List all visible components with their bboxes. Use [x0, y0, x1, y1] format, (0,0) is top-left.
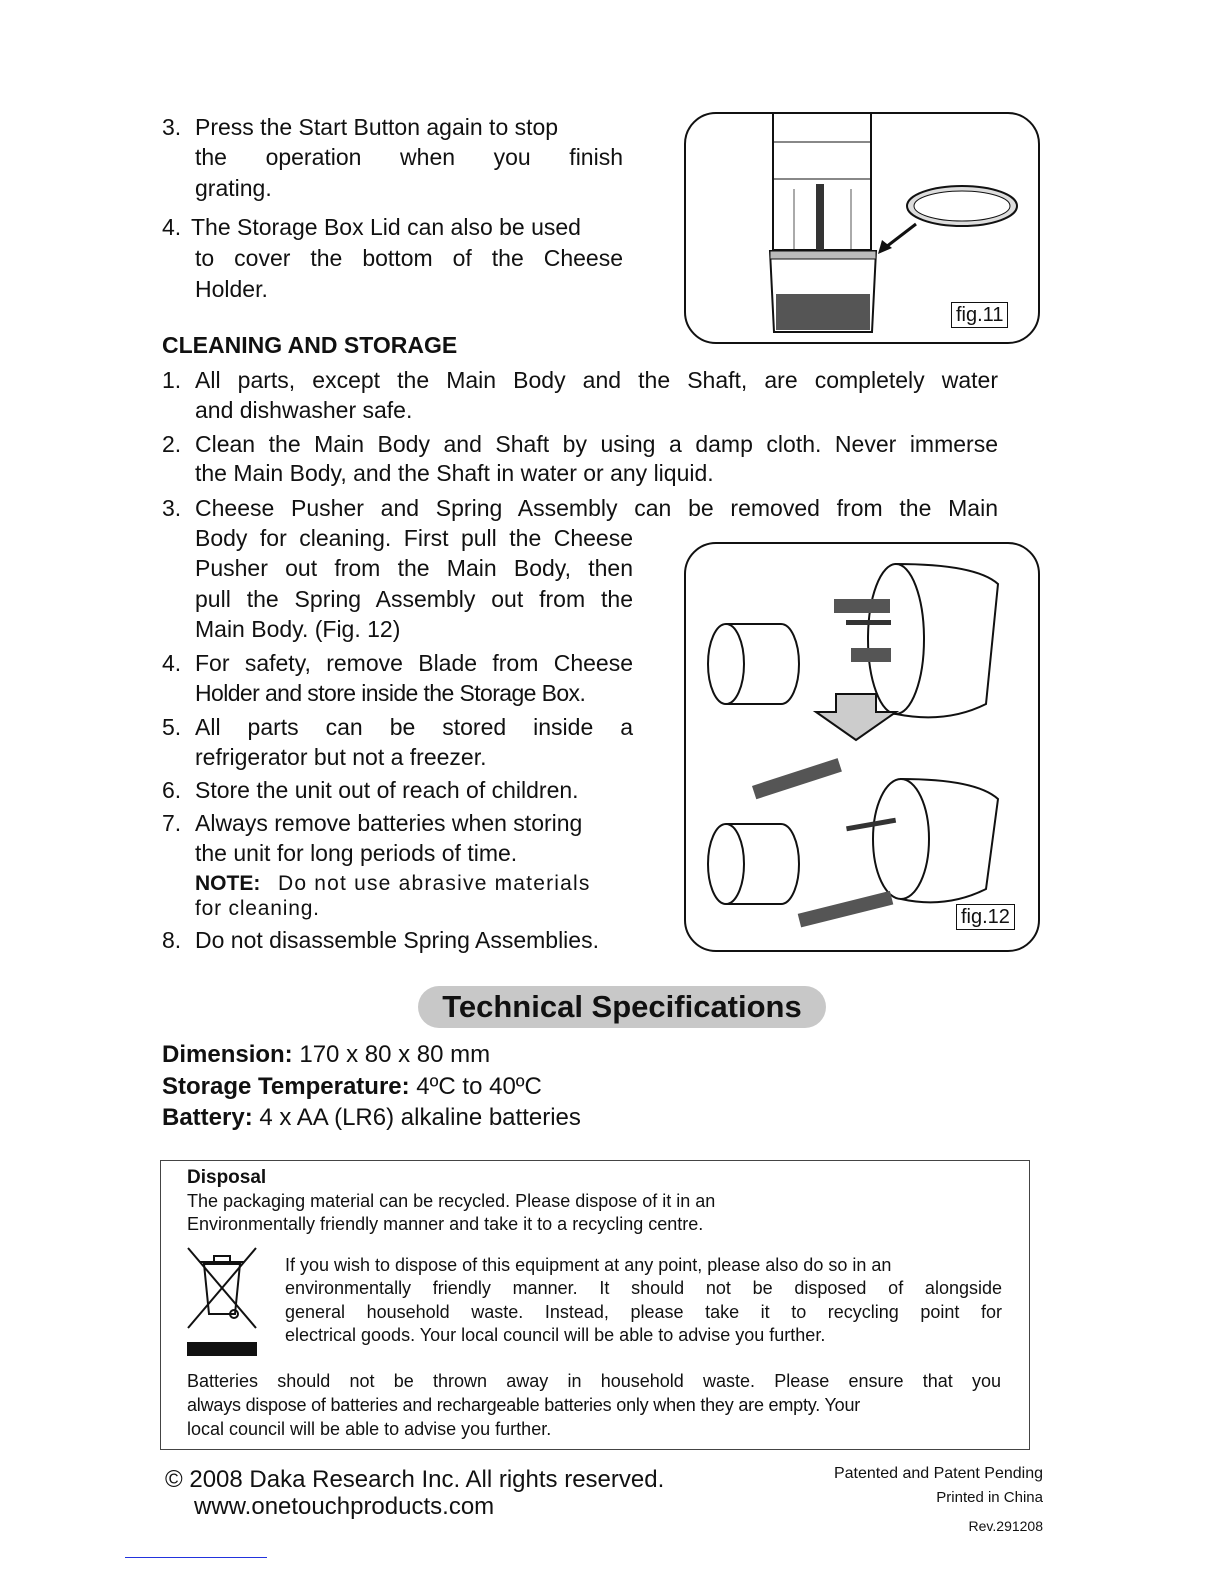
figure-label: fig.12: [956, 904, 1015, 930]
text-line: Do not use abrasive materials: [278, 872, 591, 895]
text-line: for cleaning.: [195, 897, 320, 920]
copyright: © 2008 Daka Research Inc. All rights reserved.: [165, 1466, 665, 1493]
text-line: always dispose of batteries and rechargeable batteries only when they are empty. Your: [187, 1395, 861, 1415]
step-number: 4.: [162, 650, 182, 676]
step-number: 3.: [162, 114, 182, 140]
spec-label: Battery:: [162, 1104, 253, 1131]
website-link[interactable]: www.onetouchproducts.com: [194, 1493, 495, 1520]
spec-battery: [162, 1103, 581, 1133]
text-line: local council will be able to advise you further.: [187, 1419, 552, 1439]
step-number: 8.: [162, 927, 182, 953]
printed-in: Printed in China: [936, 1489, 1043, 1506]
text-line: Press the Start Button again to stop: [195, 114, 559, 140]
text-line: Holder.: [195, 276, 268, 302]
spec-temperature: [162, 1072, 542, 1102]
text-line: Always remove batteries when storing: [195, 810, 583, 836]
step-number: 5.: [162, 714, 182, 740]
text-line: environmentally friendly manner. It should not be disposed of alongside: [285, 1278, 1002, 1298]
figure-12: [684, 542, 1040, 952]
specs-title: Technical Specifications: [418, 986, 826, 1028]
text-line: Clean the Main Body and Shaft by using a damp cloth. Never immerse: [195, 431, 998, 457]
text-line: Batteries should not be thrown away in household waste. Please ensure that you: [187, 1371, 1001, 1391]
spec-value: 4 x AA (LR6) alkaline batteries: [259, 1104, 581, 1131]
spring-assembly-illustration: [686, 544, 1038, 950]
spec-dimension: [162, 1040, 490, 1070]
figure-label: fig.11: [951, 302, 1008, 328]
text-line: All parts can be stored inside a: [195, 714, 633, 740]
link-underline: [125, 1557, 267, 1558]
text-line: Do not disassemble Spring Assemblies.: [195, 927, 599, 953]
text-line: The packaging material can be recycled. Please dispose of it in an: [187, 1191, 716, 1211]
step-number: 1.: [162, 367, 182, 393]
text-line: Store the unit out of reach of children.: [195, 777, 579, 803]
text-line: The Storage Box Lid can also be used: [191, 214, 581, 240]
text-line: Cheese Pusher and Spring Assembly can be removed from the Main: [195, 495, 998, 521]
text-line: Body for cleaning. First pull the Cheese: [195, 525, 633, 551]
step-number: 2.: [162, 431, 182, 457]
text-line: the unit for long periods of time.: [195, 840, 518, 866]
step-number: 7.: [162, 810, 182, 836]
patent-text: Patented and Patent Pending: [833, 1465, 1043, 1482]
spec-label: Storage Temperature:: [162, 1073, 410, 1100]
text-line: pull the Spring Assembly out from the: [195, 586, 633, 612]
step-number: 4.: [162, 214, 182, 240]
text-line: Main Body. (Fig. 12): [195, 616, 401, 642]
revision: Rev.291208: [968, 1518, 1043, 1534]
text-line: general household waste. Instead, please take it to recycling point for: [285, 1302, 1002, 1322]
text-line: For safety, remove Blade from Cheese: [195, 650, 633, 676]
text-line: to cover the bottom of the Cheese: [195, 245, 623, 271]
text-line: the Main Body, and the Shaft in water or any liquid.: [195, 460, 714, 486]
spec-label: Dimension:: [162, 1041, 293, 1068]
figure-11: [684, 112, 1040, 344]
text-line: and dishwasher safe.: [195, 397, 413, 423]
step-number: 3.: [162, 495, 182, 521]
step-number: 6.: [162, 777, 182, 803]
section-heading: CLEANING AND STORAGE: [162, 332, 458, 358]
text-line: refrigerator but not a freezer.: [195, 744, 487, 770]
text-line: electrical goods. Your local council will be able to advise you further.: [285, 1325, 826, 1345]
disposal-title: Disposal: [187, 1167, 267, 1188]
text-line: Pusher out from the Main Body, then: [195, 555, 633, 581]
weee-crossed-bin-icon: [184, 1244, 260, 1362]
text-line: grating.: [195, 175, 272, 201]
text-line: Environmentally friendly manner and take it to a recycling centre.: [187, 1214, 704, 1234]
text-line: If you wish to dispose of this equipment at any point, please also do so in an: [285, 1255, 892, 1275]
text-line: All parts, except the Main Body and the Shaft, are completely water: [195, 367, 998, 393]
text-line: the operation when you finish: [195, 144, 623, 170]
spec-value: 4ºC to 40ºC: [416, 1073, 542, 1100]
text-line: Holder and store inside the Storage Box.: [195, 680, 586, 706]
note-label: NOTE:: [195, 872, 261, 895]
spec-value: 170 x 80 x 80 mm: [299, 1041, 491, 1068]
